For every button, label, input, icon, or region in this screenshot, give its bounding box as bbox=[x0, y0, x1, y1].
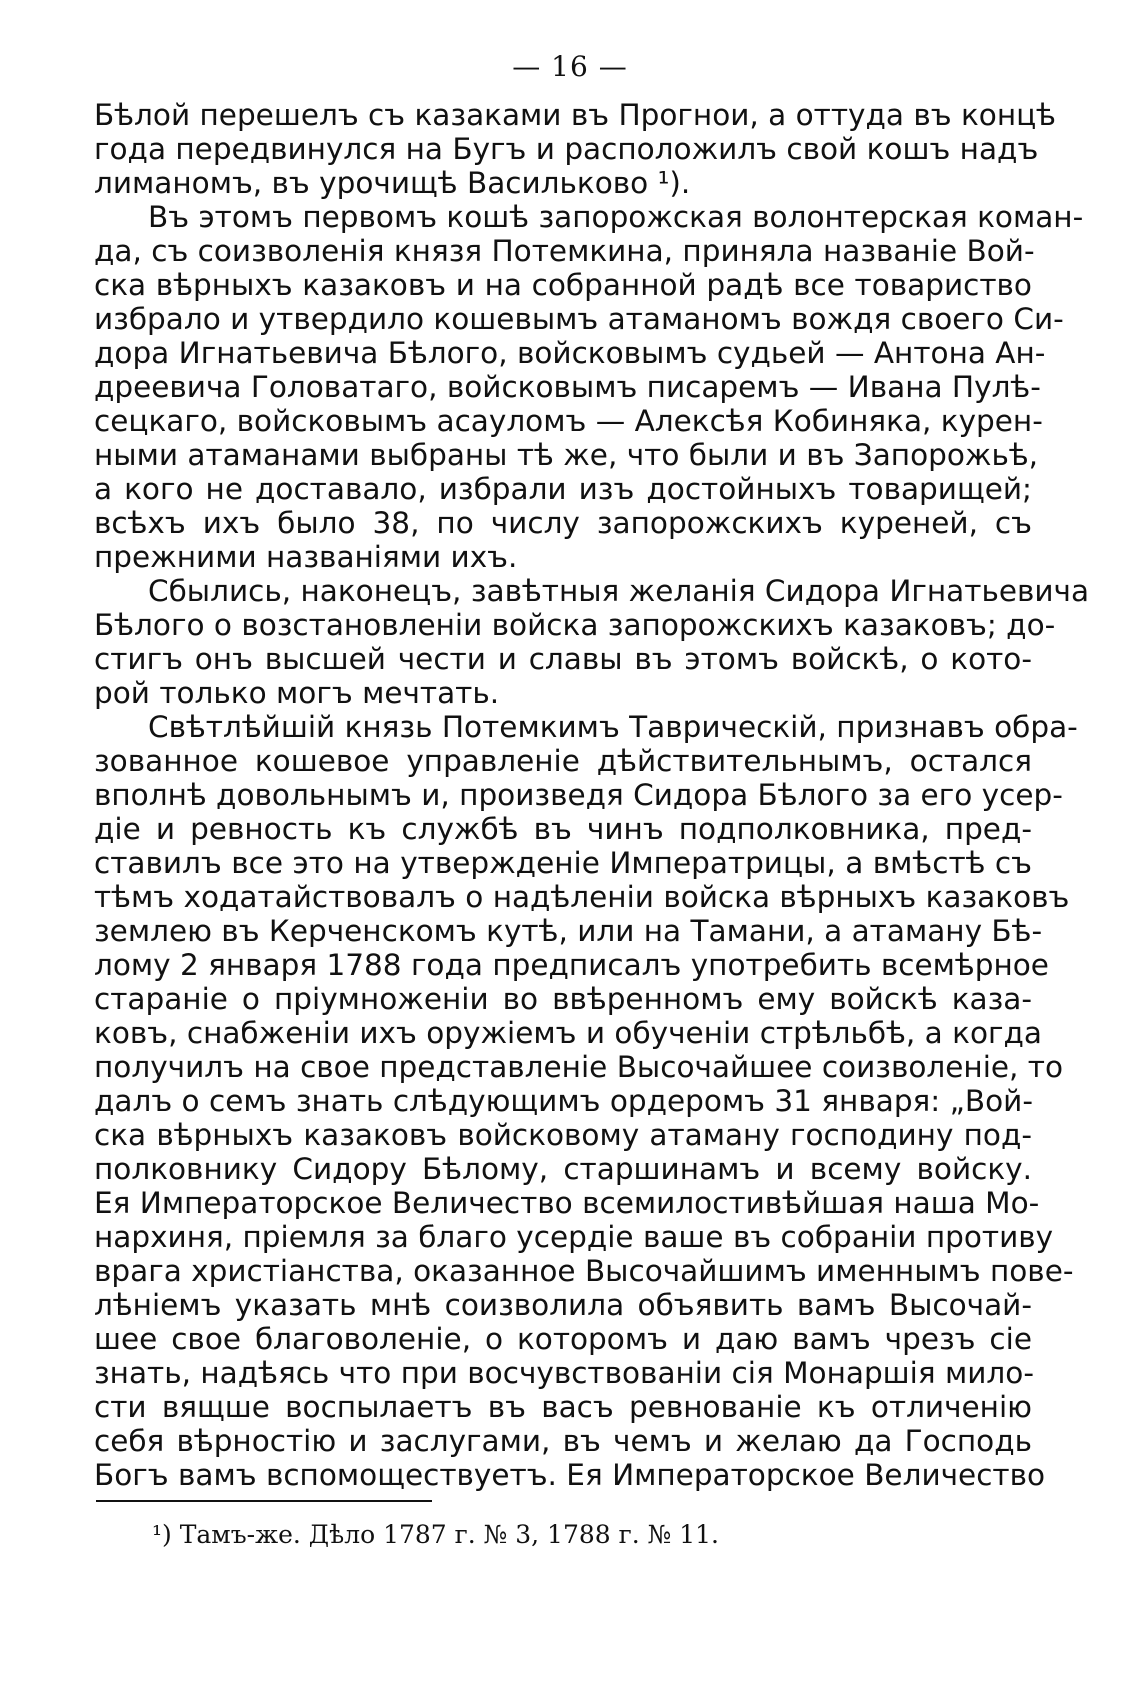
text-line: вполнѣ довольнымъ и, произведя Сидора Бѣлого за его усер- bbox=[94, 778, 1063, 812]
text-line: ска вѣрныхъ казаковъ войсковому атаману господину под- bbox=[94, 1118, 1032, 1152]
text-line: шее свое благоволеніе, о которомъ и даю вамъ чрезъ сіе bbox=[94, 1322, 1032, 1356]
text-line: рой только могъ мечтать. bbox=[94, 676, 500, 710]
text-line: Свѣтлѣйшій князь Потемкимъ Таврическій, признавъ обра- bbox=[148, 710, 1078, 744]
text-line: сти вящше воспылаетъ въ васъ ревнованіе къ отличенію bbox=[94, 1390, 1032, 1424]
text-line: Бѣлой перешелъ съ казаками въ Прогнои, а оттуда въ концѣ bbox=[94, 98, 1057, 132]
text-line: сецкаго, войсковымъ асауломъ — Алексѣя Кобиняка, курен- bbox=[94, 404, 1043, 438]
footnote: ¹) Тамъ-же. Дѣло 1787 г. № 3, 1788 г. № 11. bbox=[152, 1520, 719, 1549]
text-line: полковнику Сидору Бѣлому, старшинамъ и всему войску. bbox=[94, 1152, 1032, 1186]
text-line: знать, надѣясь что при восчувствованіи сія Монаршія мило- bbox=[94, 1356, 1034, 1390]
text-line: лиманомъ, въ урочищѣ Васильково ¹). bbox=[94, 166, 691, 200]
text-line: Въ этомъ первомъ кошѣ запорожская волонтерская коман- bbox=[148, 200, 1084, 234]
text-line: зованное кошевое управленіе дѣйствительнымъ, остался bbox=[94, 744, 1032, 778]
text-line: а кого не доставало, избрали изъ достойныхъ товарищей; bbox=[94, 472, 1032, 506]
text-line: всѣхъ ихъ было 38, по числу запорожскихъ куреней, съ bbox=[94, 506, 1032, 540]
text-line: избрало и утвердило кошевымъ атаманомъ вождя своего Си- bbox=[94, 302, 1064, 336]
text-line: ковъ, снабженіи ихъ оружіемъ и обученіи стрѣльбѣ, а когда bbox=[94, 1016, 1042, 1050]
footnote-separator bbox=[96, 1500, 432, 1502]
text-line: ными атаманами выбраны тѣ же, что были и въ Запорожьѣ, bbox=[94, 438, 1039, 472]
text-line: діе и ревность къ службѣ въ чинъ подполковника, пред- bbox=[94, 812, 1032, 846]
text-line: лому 2 января 1788 года предписалъ употребить всемѣрное bbox=[94, 948, 1049, 982]
text-line: получилъ на свое представленіе Высочайшее соизволеніе, то bbox=[94, 1050, 1064, 1084]
text-line: стигъ онъ высшей чести и славы въ этомъ войскѣ, о кото- bbox=[94, 642, 1032, 676]
text-line: ставилъ все это на утвержденіе Императрицы, а вмѣстѣ съ bbox=[94, 846, 1032, 880]
page-number: — 16 — bbox=[512, 50, 628, 83]
text-line: Богъ вамъ вспомоществуетъ. Ея Императорское Величество bbox=[94, 1458, 1046, 1492]
text-line: дора Игнатьевича Бѣлого, войсковымъ судьей — Антона Ан- bbox=[94, 336, 1046, 370]
text-line: врага христіанства, оказанное Высочайшимъ именнымъ пове- bbox=[94, 1254, 1074, 1288]
text-line: Сбылись, наконецъ, завѣтныя желанія Сидора Игнатьевича bbox=[148, 574, 1090, 608]
text-line: ска вѣрныхъ казаковъ и на собранной радѣ все товариство bbox=[94, 268, 1032, 302]
text-line: да, съ соизволенія князя Потемкина, приняла названіе Вой- bbox=[94, 234, 1035, 268]
text-line: года передвинулся на Бугъ и расположилъ свой кошъ надъ bbox=[94, 132, 1039, 166]
text-line: далъ о семъ знать слѣдующимъ ордеромъ 31 января: „Вой- bbox=[94, 1084, 1033, 1118]
text-line: тѣмъ ходатайствовалъ о надѣленіи войска вѣрныхъ казаковъ bbox=[94, 880, 1070, 914]
text-line: землею въ Керченскомъ кутѣ, или на Тамани, а атаману Бѣ- bbox=[94, 914, 1043, 948]
text-line: Ея Императорское Величество всемилостивѣйшая наша Мо- bbox=[94, 1186, 1040, 1220]
text-line: Бѣлого о возстановленіи войска запорожскихъ казаковъ; до- bbox=[94, 608, 1056, 642]
text-line: прежними названіями ихъ. bbox=[94, 540, 518, 574]
text-line: себя вѣрностію и заслугами, въ чемъ и желаю да Господь bbox=[94, 1424, 1032, 1458]
text-line: нархиня, пріемля за благо усердіе ваше въ собраніи противу bbox=[94, 1220, 1054, 1254]
text-line: лѣніемъ указать мнѣ соизволила объявить вамъ Высочай- bbox=[94, 1288, 1032, 1322]
text-line: дреевича Головатаго, войсковымъ писаремъ — Ивана Пулѣ- bbox=[94, 370, 1041, 404]
text-line: стараніе о пріумноженіи во ввѣренномъ ему войскѣ каза- bbox=[94, 982, 1032, 1016]
